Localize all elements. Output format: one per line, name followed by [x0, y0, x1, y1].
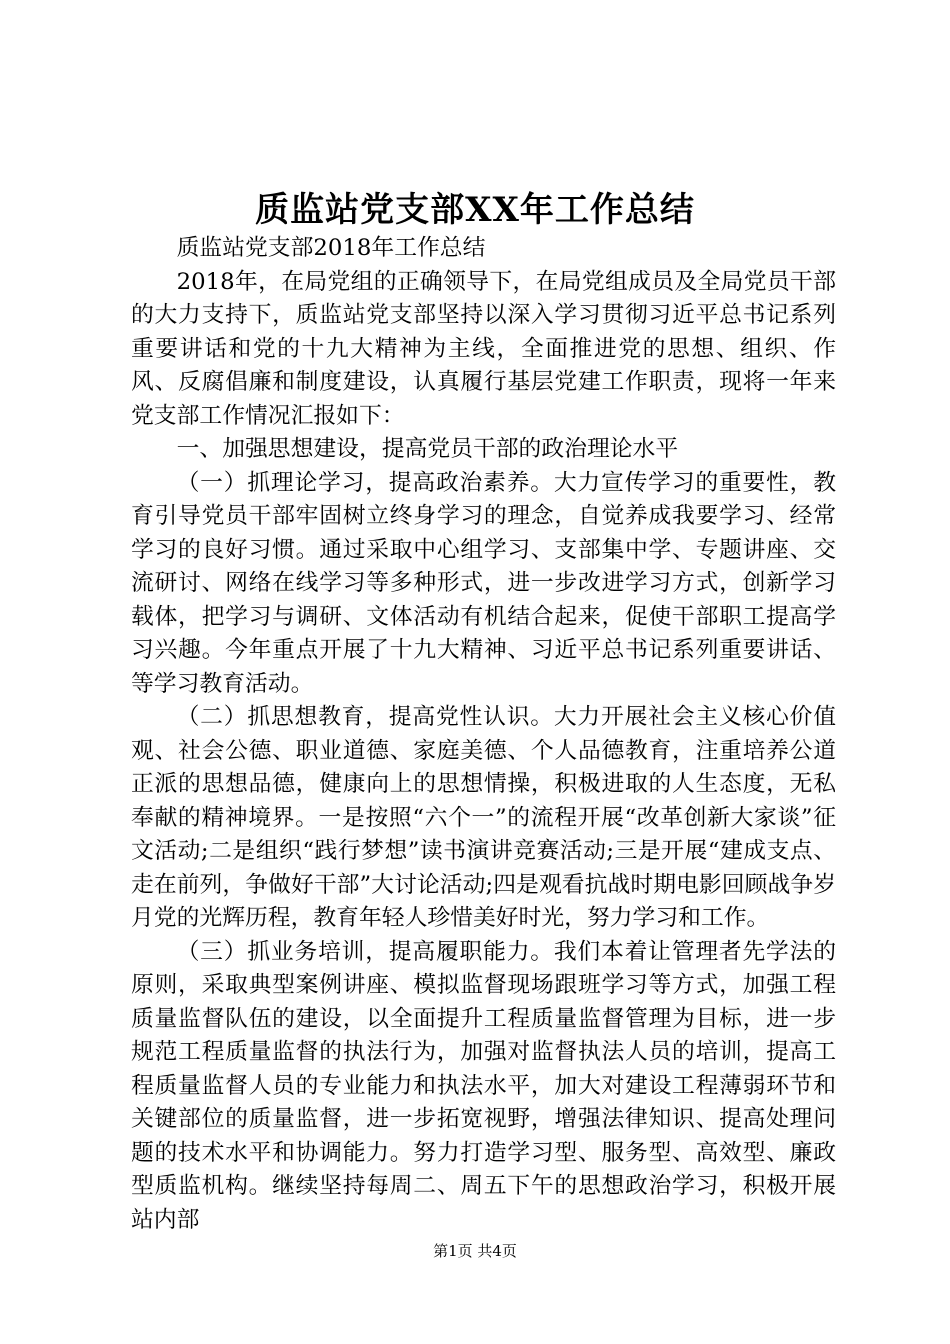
body-paragraph: （一）抓理论学习，提高政治素养。大力宣传学习的重要性，教育引导党员干部牢固树立终身学习的理念，自觉养成我要学习、经常学习的良好习惯。通过采取中心组学习、支部集中学、专题讲座、交流研讨、网络在线学习等多种形式，进一步改进学习方式，创新学习载体，把学习与调研、文体活动有机结合起来，促使干部职工提高学习兴趣。今年重点开展了十九大精神、习近平总书记系列重要讲话、等学习教育活动。 [131, 469, 836, 697]
section-heading: 一、加强思想建设，提高党员干部的政治理论水平 [176, 436, 679, 462]
document-title: 质监站党支部XX年工作总结 [255, 190, 695, 230]
subtitle-paragraph: 质监站党支部2018年工作总结 [176, 235, 486, 261]
page-number-footer: 第1页 共4页 [433, 1242, 517, 1260]
body-paragraph: （二）抓思想教育，提高党性认识。大力开展社会主义核心价值观、社会公德、职业道德、家庭美德、个人品德教育，注重培养公道正派的思想品德，健康向上的思想情操，积极进取的人生态度，无私奉献的精神境界。一是按照“六个一”的流程开展“改革创新大家谈”征文活动;二是组织“践行梦想”读书演讲竞赛活动;三是开展“建成支点、走在前列，争做好干部”大讨论活动;四是观看抗战时期电影回顾战争岁月党的光辉历程，教育年轻人珍惜美好时光，努力学习和工作。 [131, 704, 836, 931]
body-paragraph: （三）抓业务培训，提高履职能力。我们本着让管理者先学法的原则，采取典型案例讲座、模拟监督现场跟班学习等方式，加强工程质量监督队伍的建设，以全面提升工程质量监督管理为目标，进一步规范工程质量监督的执法行为，加强对监督执法人员的培训，提高工程质量监督人员的专业能力和执法水平，加大对建设工程薄弱环节和关键部位的质量监督，进一步拓宽视野，增强法律知识、提高处理问题的技术水平和协调能力。努力打造学习型、服务型、高效型、廉政型质监机构。继续坚持每周二、周五下午的思想政治学习，积极开展站内部 [131, 938, 836, 1233]
intro-paragraph: 2018年，在局党组的正确领导下，在局党组成员及全局党员干部的大力支持下，质监站党支部坚持以深入学习贯彻习近平总书记系列重要讲话和党的十九大精神为主线，全面推进党的思想、组织、作风、反腐倡廉和制度建设，认真履行基层党建工作职责，现将一年来党支部工作情况汇报如下： [131, 268, 836, 429]
document-body [131, 232, 836, 1237]
